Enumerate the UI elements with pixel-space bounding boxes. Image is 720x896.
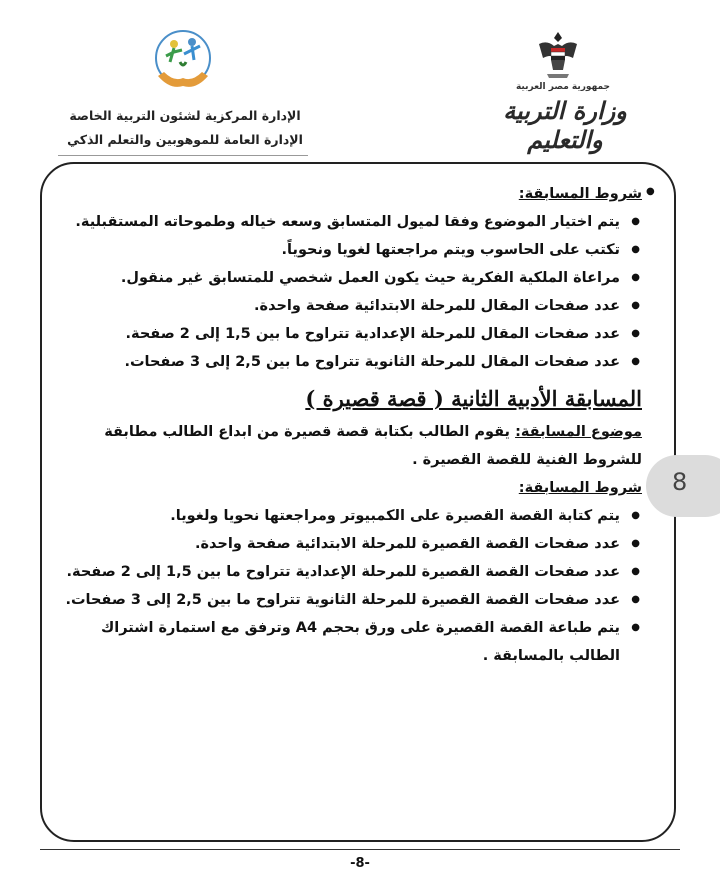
list-item: ● عدد صفحات القصة القصيرة للمرحلة الإعدادية تتراوح ما بين 1,5 إلى 2 صفحة. — [62, 558, 620, 586]
page-number: -8- — [350, 856, 370, 871]
footer-divider — [40, 849, 680, 850]
list-item: ● تكتب على الحاسوب ويتم مراجعتها لغويا ونحوياً. — [62, 236, 620, 264]
list-item: ● عدد صفحات المقال للمرحلة الابتدائية صفحة واحدة. — [62, 292, 620, 320]
section2-conditions-label: شروط المسابقة: — [518, 480, 642, 496]
administration-lines — [60, 104, 310, 152]
list-item: ● عدد صفحات المقال للمرحلة الإعدادية تتراوح ما بين 1,5 إلى 2 صفحة. — [62, 320, 620, 348]
admin-line-1: الإدارة المركزية لشئون التربية الخاصة — [69, 108, 301, 123]
section1-conditions-list — [62, 208, 642, 376]
admin-line-2: الإدارة العامة للموهوبين والتعلم الذكي — [67, 132, 303, 147]
eagle-emblem-icon — [535, 28, 581, 84]
page-tab-number: 8 — [672, 468, 688, 496]
header-divider — [58, 155, 308, 156]
list-item: ● مراعاة الملكية الفكرية حيث يكون العمل شخصي للمتسابق غير منقول. — [62, 264, 620, 292]
list-item: ● يتم طباعة القصة القصيرة على ورق بحجم A4 وترفق مع استمارة اشتراك الطالب بالمسابقة . — [62, 614, 620, 670]
section2-title: المسابقة الأدبية الثانية ( قصة قصيرة ) — [305, 386, 642, 411]
page-header — [0, 0, 720, 160]
republic-label: جمهورية مصر العربية — [515, 82, 611, 92]
section2-topic-label: موضوع المسابقة: — [515, 424, 642, 440]
section2-conditions-list — [62, 502, 642, 670]
section2-topic-text: يقوم الطالب بكتابة قصة قصيرة من ابداع الطالب مطابقة للشروط الفنية للقصة القصيرة . — [104, 424, 642, 468]
list-item: ● عدد صفحات المقال للمرحلة الثانوية تتراوح ما بين 2,5 إلى 3 صفحات. — [62, 348, 620, 376]
ministry-title: وزارة التربية والتعليم — [503, 96, 627, 154]
list-item: ● عدد صفحات القصة القصيرة للمرحلة الابتدائية صفحة واحدة. — [62, 530, 620, 558]
list-item: ● يتم كتابة القصة القصيرة على الكمبيوتر ومراجعتها نحويا ولغويا. — [62, 502, 620, 530]
page-content — [62, 180, 642, 670]
section1-conditions-label: شروط المسابقة: — [518, 186, 642, 202]
bullet-icon: ● — [646, 186, 655, 197]
section2-topic — [62, 418, 642, 474]
hands-with-figures-logo-icon — [150, 28, 216, 98]
list-item: ● يتم اختيار الموضوع وفقا لميول المتسابق وسعه خياله وطموحاته المستقبلية. — [62, 208, 620, 236]
list-item: ● عدد صفحات القصة القصيرة للمرحلة الثانوية تتراوح ما بين 2,5 إلى 3 صفحات. — [62, 586, 620, 614]
